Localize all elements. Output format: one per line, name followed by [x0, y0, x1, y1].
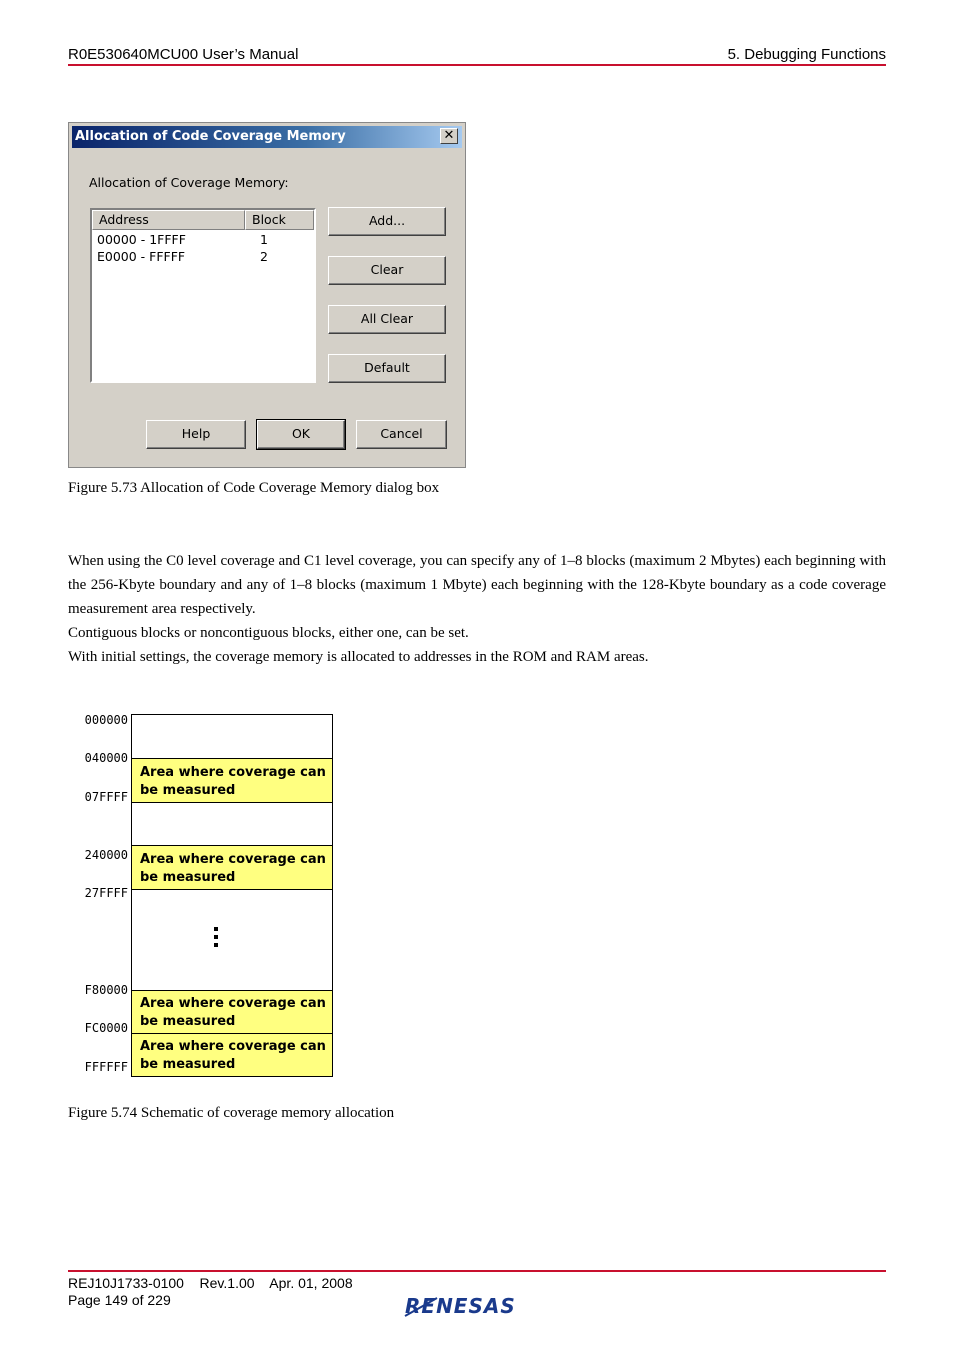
list-item-block: 2 — [260, 249, 268, 264]
header-rule — [68, 64, 886, 66]
body-paragraph: With initial settings, the coverage memory is allocated to addresses in the ROM and RAM areas. — [68, 649, 649, 665]
footer-page-number: Page 149 of 229 — [68, 1292, 171, 1308]
area-label-line1: Area where coverage can — [140, 996, 326, 1011]
address-label: FFFFFF — [84, 1060, 128, 1074]
area-label-line1: Area where coverage can — [140, 1039, 326, 1054]
coverage-memory-label: Allocation of Coverage Memory: — [89, 175, 289, 190]
memory-block-unmeasured — [131, 802, 333, 846]
all-clear-button[interactable]: All Clear — [328, 305, 446, 334]
list-item-address: E0000 - FFFFF — [97, 249, 186, 264]
area-label-line2: be measured — [140, 1057, 236, 1072]
address-label: F80000 — [84, 983, 128, 997]
dialog-title: Allocation of Code Coverage Memory — [75, 129, 346, 144]
close-icon[interactable]: ✕ — [440, 128, 458, 144]
svg-text:RENESAS: RENESAS — [405, 1294, 516, 1318]
column-header-block[interactable]: Block — [245, 210, 314, 230]
ellipsis-dots — [214, 927, 220, 951]
renesas-logo — [403, 1292, 553, 1320]
footer-rule — [68, 1270, 886, 1272]
body-paragraph: When using the C0 level coverage and C1 level coverage, you can specify any of 1–8 blocks (maximum 2 Mbytes) each beginning with the 256-Kbyte boundary and any of 1–8 blocks (maximum 1 Mbyte) each beginning with the 128-Kbyte boundary as a code coverage measurement area respectively. — [68, 553, 886, 617]
area-label-line1: Area where coverage can — [140, 765, 326, 780]
address-label: 000000 — [84, 713, 128, 727]
area-label-line2: be measured — [140, 1014, 236, 1029]
address-label: FC0000 — [84, 1021, 128, 1035]
coverage-block-list[interactable] — [90, 208, 316, 383]
memory-block-measured — [131, 990, 333, 1034]
default-button[interactable]: Default — [328, 354, 446, 383]
column-header-address[interactable]: Address — [92, 210, 245, 230]
address-label: 27FFFF — [84, 886, 128, 900]
address-label: 07FFFF — [84, 790, 128, 804]
clear-button[interactable]: Clear — [328, 256, 446, 285]
dialog-titlebar — [72, 126, 462, 148]
ok-button[interactable]: OK — [257, 420, 345, 449]
area-label-line2: be measured — [140, 783, 236, 798]
address-label: 240000 — [84, 848, 128, 862]
area-label-line1: Area where coverage can — [140, 852, 326, 867]
memory-block-measured — [131, 1033, 333, 1077]
figure-caption-dialog: Figure 5.73 Allocation of Code Coverage Memory dialog box — [68, 480, 440, 496]
renesas-logo-icon — [403, 1292, 553, 1320]
memory-block-unmeasured — [131, 714, 333, 759]
address-label: 040000 — [84, 751, 128, 765]
memory-block-unmeasured — [131, 889, 333, 991]
footer-doc-info: REJ10J1733-0100 Rev.1.00 Apr. 01, 2008 — [68, 1275, 353, 1291]
figure-caption-schematic: Figure 5.74 Schematic of coverage memory allocation — [68, 1105, 395, 1121]
list-item-block: 1 — [260, 232, 268, 247]
add-button[interactable]: Add... — [328, 207, 446, 236]
list-item-address: 00000 - 1FFFF — [97, 232, 186, 247]
memory-block-measured — [131, 758, 333, 803]
area-label-line2: be measured — [140, 870, 236, 885]
memory-block-measured — [131, 845, 333, 890]
help-button[interactable]: Help — [146, 420, 246, 449]
cancel-button[interactable]: Cancel — [356, 420, 447, 449]
header-section-title: 5. Debugging Functions — [727, 46, 886, 63]
header-doc-title: R0E530640MCU00 User’s Manual — [68, 46, 299, 63]
body-paragraph: Contiguous blocks or noncontiguous blocks, either one, can be set. — [68, 625, 469, 641]
coverage-memory-dialog — [68, 122, 466, 468]
